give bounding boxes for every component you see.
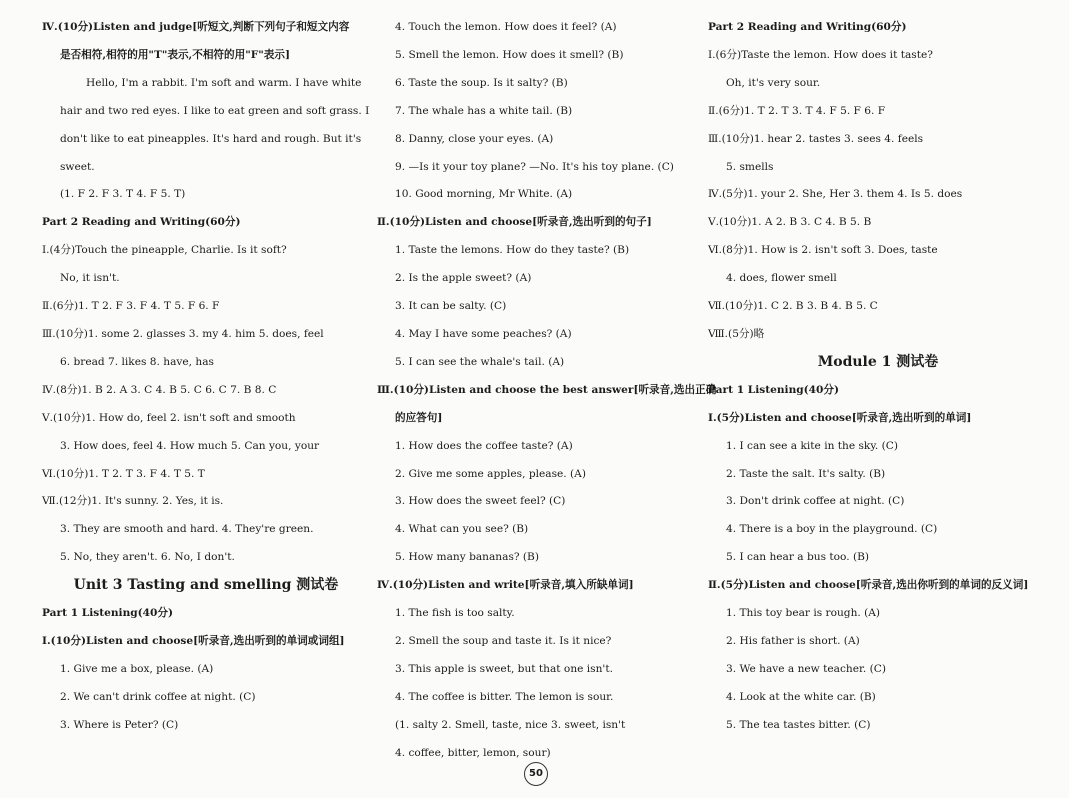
answer-line: No, it isn't. bbox=[60, 272, 120, 285]
answer-line: Ⅰ.(10分)Listen and choose[听录音,选出听到的单词或词组] bbox=[42, 634, 345, 647]
answer-line: 4. What can you see? (B) bbox=[395, 523, 529, 536]
answer-line: 7. The whale has a white tail. (B) bbox=[395, 104, 573, 117]
answer-line: 3. They are smooth and hard. 4. They're green. bbox=[60, 523, 314, 536]
answer-line: 1. This toy bear is rough. (A) bbox=[726, 607, 881, 620]
answer-line: Ⅳ.(10分)Listen and judge[听短文,判断下列句子和短文内容 bbox=[42, 21, 350, 33]
answer-line: 4. coffee, bitter, lemon, sour) bbox=[395, 746, 551, 759]
answer-line: 10. Good morning, Mr White. (A) bbox=[395, 188, 573, 201]
answer-line: Ⅲ.(10分)Listen and choose the best answer[听录音,选出正确 bbox=[377, 383, 717, 396]
answer-line: 3. Don't drink coffee at night. (C) bbox=[726, 495, 905, 508]
answer-line: hair and two red eyes. I like to eat green and soft grass. I bbox=[60, 104, 370, 117]
answer-line: 1. How does the coffee taste? (A) bbox=[395, 439, 573, 452]
middle-column bbox=[377, 14, 717, 767]
answer-line: 3. Where is Peter? (C) bbox=[60, 718, 179, 731]
answer-line: Ⅰ.(6分)Taste the lemon. How does it taste? bbox=[708, 48, 933, 61]
answer-line: 4. May I have some peaches? (A) bbox=[395, 327, 572, 340]
answer-line: Ⅱ.(10分)Listen and choose[听录音,选出听到的句子] bbox=[377, 216, 652, 229]
right-column bbox=[708, 14, 1048, 740]
answer-line: Ⅰ.(4分)Touch the pineapple, Charlie. Is it soft? bbox=[42, 244, 287, 257]
answer-line: 3. It can be salty. (C) bbox=[395, 300, 507, 313]
answer-line: 4. The coffee is bitter. The lemon is sour. bbox=[395, 690, 614, 703]
answer-line: Part 2 Reading and Writing(60分) bbox=[708, 21, 907, 33]
answer-line: 1. Give me a box, please. (A) bbox=[60, 662, 214, 675]
answer-line: 2. His father is short. (A) bbox=[726, 634, 860, 647]
answer-line: Ⅴ.(10分)1. How do, feel 2. isn't soft and smooth bbox=[42, 411, 296, 424]
page-number: 50 bbox=[524, 762, 548, 786]
answer-line: Unit 3 Tasting and smelling 测试卷 bbox=[73, 577, 339, 594]
answer-line: 6. bread 7. likes 8. have, has bbox=[60, 355, 214, 368]
answer-line: Ⅱ.(6分)1. T 2. T 3. T 4. F 5. F 6. F bbox=[708, 104, 886, 117]
answer-line: Ⅵ.(10分)1. T 2. T 3. F 4. T 5. T bbox=[42, 467, 205, 480]
answer-line: 3. This apple is sweet, but that one isn't. bbox=[395, 662, 613, 675]
left-column bbox=[42, 14, 370, 740]
answer-line: 5. smells bbox=[726, 160, 774, 173]
answer-line: 5. Smell the lemon. How does it smell? (B) bbox=[395, 48, 624, 61]
answer-line: 的应答句] bbox=[395, 411, 443, 424]
answer-line: Part 2 Reading and Writing(60分) bbox=[42, 216, 241, 229]
answer-line: Ⅱ.(6分)1. T 2. F 3. F 4. T 5. F 6. F bbox=[42, 300, 220, 313]
answer-line: 5. I can see the whale's tail. (A) bbox=[395, 355, 565, 368]
answer-line: 5. No, they aren't. 6. No, I don't. bbox=[60, 551, 235, 564]
answer-line: 1. I can see a kite in the sky. (C) bbox=[726, 439, 899, 452]
answer-line: Ⅶ.(12分)1. It's sunny. 2. Yes, it is. bbox=[42, 495, 224, 508]
answer-line: don't like to eat pineapples. It's hard and rough. But it's bbox=[60, 132, 362, 145]
answer-line: 4. Touch the lemon. How does it feel? (A) bbox=[395, 21, 617, 33]
answer-line: 5. I can hear a bus too. (B) bbox=[726, 551, 870, 564]
answer-line: 2. Taste the salt. It's salty. (B) bbox=[726, 467, 886, 480]
answer-line: 9. —Is it your toy plane? —No. It's his toy plane. (C) bbox=[395, 160, 674, 173]
answer-line: Ⅳ.(8分)1. B 2. A 3. C 4. B 5. C 6. C 7. B 8. C bbox=[42, 383, 277, 396]
answer-line: sweet. bbox=[60, 160, 95, 173]
answer-line: 1. The fish is too salty. bbox=[395, 607, 515, 620]
answer-line: (1. salty 2. Smell, taste, nice 3. sweet, isn't bbox=[395, 718, 626, 731]
answer-line: Ⅲ.(10分)1. some 2. glasses 3. my 4. him 5. does, feel bbox=[42, 327, 324, 340]
answer-line: Part 1 Listening(40分) bbox=[42, 607, 174, 620]
answer-line: Ⅴ.(10分)1. A 2. B 3. C 4. B 5. B bbox=[708, 216, 872, 229]
answer-line: 5. How many bananas? (B) bbox=[395, 551, 539, 564]
answer-line: Ⅷ.(5分)略 bbox=[708, 327, 765, 340]
answer-line: 6. Taste the soup. Is it salty? (B) bbox=[395, 76, 568, 89]
answer-line: Ⅲ.(10分)1. hear 2. tastes 3. sees 4. feels bbox=[708, 132, 924, 145]
answer-line: Ⅱ.(5分)Listen and choose[听录音,选出你听到的单词的反义词] bbox=[708, 579, 1029, 592]
answer-line: 2. Is the apple sweet? (A) bbox=[395, 272, 532, 285]
answer-line: 4. There is a boy in the playground. (C) bbox=[726, 523, 938, 536]
answer-line: Oh, it's very sour. bbox=[726, 76, 821, 89]
answer-line: Ⅳ.(5分)1. your 2. She, Her 3. them 4. Is 5. does bbox=[708, 188, 963, 201]
answer-line: Ⅳ.(10分)Listen and write[听录音,填入所缺单词] bbox=[377, 579, 634, 592]
answer-line: Ⅵ.(8分)1. How is 2. isn't soft 3. Does, taste bbox=[708, 244, 938, 257]
answer-line: Module 1 测试卷 bbox=[817, 353, 939, 370]
answer-line: 8. Danny, close your eyes. (A) bbox=[395, 132, 554, 145]
answer-line: 4. Look at the white car. (B) bbox=[726, 690, 876, 703]
answer-line: (1. F 2. F 3. T 4. F 5. T) bbox=[60, 188, 186, 201]
answer-line: 3. How does, feel 4. How much 5. Can you, your bbox=[60, 439, 320, 452]
answer-line: 2. Smell the soup and taste it. Is it nice? bbox=[395, 634, 612, 647]
answer-line: 3. We have a new teacher. (C) bbox=[726, 662, 886, 675]
answer-line: 3. How does the sweet feel? (C) bbox=[395, 495, 566, 508]
answer-line: Ⅰ.(5分)Listen and choose[听录音,选出听到的单词] bbox=[708, 411, 972, 424]
answer-line: Part 1 Listening(40分) bbox=[708, 383, 840, 396]
answer-line: Hello, I'm a rabbit. I'm soft and warm. I have white bbox=[86, 76, 362, 89]
answer-line: 2. We can't drink coffee at night. (C) bbox=[60, 690, 256, 703]
answer-line: 4. does, flower smell bbox=[726, 272, 837, 285]
answer-line: 2. Give me some apples, please. (A) bbox=[395, 467, 586, 480]
answer-line: Ⅶ.(10分)1. C 2. B 3. B 4. B 5. C bbox=[708, 300, 878, 313]
answer-line: 5. The tea tastes bitter. (C) bbox=[726, 718, 871, 731]
answer-line: 是否相符,相符的用"T"表示,不相符的用"F"表示] bbox=[60, 48, 290, 61]
answer-line: 1. Taste the lemons. How do they taste? (B) bbox=[395, 244, 630, 257]
